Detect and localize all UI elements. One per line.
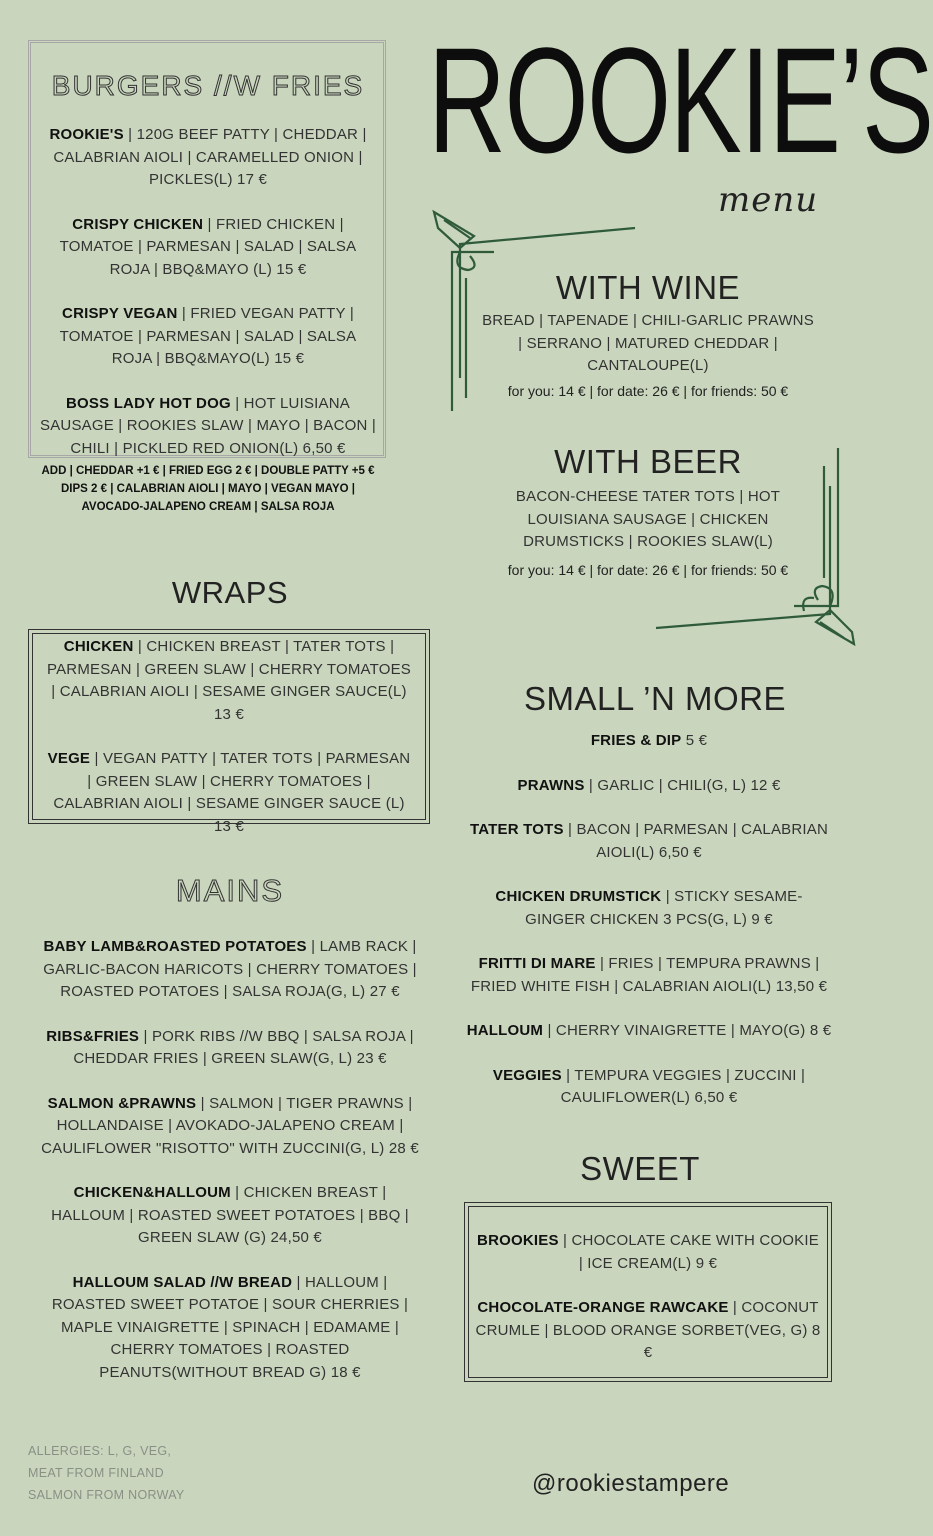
burgers-title: BURGERS //W FRIES: [51, 70, 365, 101]
main-item-desc: | HALLOUM | ROASTED SWEET POTATOE | SOUR CHERRIES | MAPLE VINAIGRETTE | SPINACH | EDAMAME | CHERRY TOMATOES | ROASTED PEANUTS(WITHOUT BREAD G) 18 €: [51, 1273, 409, 1381]
small-item: [466, 819, 832, 864]
with-wine-prices: for you: 14 € | for date: 26 € | for friends: 50 €: [507, 382, 789, 399]
footer-notes: [28, 1440, 185, 1506]
small-title: SMALL ’N MORE: [524, 680, 786, 717]
main-item: [38, 1026, 422, 1071]
burger-item: [38, 303, 378, 371]
small-item: [466, 775, 832, 798]
with-beer-section: [478, 442, 818, 581]
main-item-name: SALMON &PRAWNS: [47, 1094, 197, 1112]
small-item-name: HALLOUM: [466, 1022, 544, 1039]
burger-item-name: BOSS LADY HOT DOG: [66, 394, 231, 412]
small-item-desc: | GARLIC | CHILI(G, L) 12 €: [584, 776, 781, 794]
sweet-item: [474, 1230, 822, 1275]
small-item: [466, 1065, 832, 1110]
wrap-item-name: CHICKEN: [63, 638, 134, 655]
sweet-item-name: CHOCOLATE-ORANGE RAWCAKE: [477, 1299, 729, 1316]
burger-item-name: CRISPY VEGAN: [62, 305, 178, 322]
small-item-desc: | BACON | PARMESAN | CALABRIAN AIOLI(L) 6,50 €: [563, 821, 828, 861]
burger-item-desc: | HOT LUISIANA SAUSAGE | ROOKIES SLAW | MAYO | BACON | CHILI | PICKLED RED ONION(L) 6,50 €: [40, 394, 376, 457]
small-section: [466, 730, 832, 1110]
wrap-item: [46, 636, 412, 726]
with-beer-prices: for you: 14 € | for date: 26 € | for friends: 50 €: [507, 561, 789, 578]
brand-tagline: menu: [718, 180, 819, 220]
sweet-title: SWEET: [580, 1150, 700, 1187]
burgers-addons: ADD | CHEDDAR +1 € | FRIED EGG 2 € | DOUBLE PATTY +5 € DIPS 2 € | CALABRIAN AIOLI | MAYO | VEGAN MAYO | AVOCADO-JALAPENO CREAM | SALSA ROJA: [41, 465, 375, 513]
main-item-name: HALLOUM SALAD //W BREAD: [72, 1273, 293, 1291]
main-item-desc: | CHICKEN BREAST | HALLOUM | ROASTED SWEET POTATOES | BBQ | GREEN SLAW (G) 24,50 €: [51, 1184, 409, 1246]
small-item-name: PRAWNS: [517, 776, 585, 794]
wrap-item-desc: | VEGAN PATTY | TATER TOTS | PARMESAN | GREEN SLAW | CHERRY TOMATOES | CALABRIAN AIOLI | SESAME GINGER SAUCE (L) 13 €: [53, 750, 411, 835]
small-item-desc: 5 €: [681, 732, 708, 749]
with-beer-desc: BACON-CHEESE TATER TOTS | HOT LOUISIANA SAUSAGE | CHICKEN DRUMSTICKS | ROOKIES SLAW(L): [515, 488, 781, 550]
main-item-name: CHICKEN&HALLOUM: [73, 1184, 231, 1201]
main-item-desc: | PORK RIBS //W BBQ | SALSA ROJA | CHEDDAR FRIES | GREEN SLAW(G, L) 23 €: [73, 1027, 414, 1067]
small-item-name: CHICKEN DRUMSTICK: [495, 888, 662, 905]
sweet-item-name: BROOKIES: [477, 1232, 559, 1249]
small-item-name: VEGGIES: [492, 1066, 562, 1084]
small-item-name: FRIES & DIP: [590, 732, 682, 749]
burger-item-name: ROOKIE'S: [49, 126, 124, 143]
allergies-note: ALLERGIES: L, G, VEG,: [28, 1444, 172, 1458]
mains-title: MAINS: [175, 873, 285, 908]
with-wine-desc: BREAD | TAPENADE | CHILI-GARLIC PRAWNS | SERRANO | MATURED CHEDDAR | CANTALOUPE(L): [482, 312, 814, 374]
mains-section: [38, 936, 422, 1384]
sweet-section: [474, 1230, 822, 1365]
instagram-handle[interactable]: @rookiestampere: [532, 1470, 730, 1497]
burger-item-desc: | 120G BEEF PATTY | CHEDDAR | CALABRIAN AIOLI | CARAMELLED ONION | PICKLES(L) 17 €: [53, 126, 367, 188]
main-item-name: RIBS&FRIES: [46, 1027, 140, 1045]
main-item-name: BABY LAMB&ROASTED POTATOES: [43, 938, 307, 955]
wrap-item-name: VEGE: [47, 750, 91, 767]
meat-origin-note: MEAT FROM FINLAND: [28, 1466, 164, 1480]
small-item-desc: | CHERRY VINAIGRETTE | MAYO(G) 8 €: [543, 1022, 832, 1039]
with-beer-title: WITH BEER: [554, 443, 742, 480]
main-item-desc: | SALMON | TIGER PRAWNS | HOLLANDAISE | AVOKADO-JALAPENO CREAM | CAULIFLOWER "RISOTTO" WITH ZUCCINI(G, L) 28 €: [41, 1094, 419, 1157]
small-item-desc: | STICKY SESAME-GINGER CHICKEN 3 PCS(G, L) 9 €: [525, 888, 803, 928]
small-item: [466, 886, 832, 931]
burger-item-name: CRISPY CHICKEN: [72, 215, 204, 233]
small-item-desc: | TEMPURA VEGGIES | ZUCCINI | CAULIFLOWER(L) 6,50 €: [560, 1066, 806, 1106]
wrap-item-desc: | CHICKEN BREAST | TATER TOTS | PARMESAN | GREEN SLAW | CHERRY TOMATOES | CALABRIAN AIOLI | SESAME GINGER SAUCE(L) 13 €: [46, 638, 411, 723]
with-wine-section: [478, 268, 818, 402]
with-wine-title: WITH WINE: [555, 269, 741, 306]
burger-item: [38, 393, 378, 461]
main-item: [38, 1093, 422, 1161]
salmon-origin-note: SALMON FROM NORWAY: [28, 1488, 185, 1502]
main-item-desc: | LAMB RACK | GARLIC-BACON HARICOTS | CHERRY TOMATOES | ROASTED POTATOES | SALSA ROJA(G, L) 27 €: [43, 938, 417, 1000]
burger-item-desc: | FRIED VEGAN PATTY | TOMATOE | PARMESAN | SALAD | SALSA ROJA | BBQ&MAYO(L) 15 €: [59, 305, 357, 367]
small-item-desc: | FRIES | TEMPURA PRAWNS | FRIED WHITE FISH | CALABRIAN AIOLI(L) 13,50 €: [470, 955, 828, 995]
sweet-item-desc: | CHOCOLATE CAKE WITH COOKIE | ICE CREAM(L) 9 €: [558, 1232, 819, 1272]
burger-item-desc: | FRIED CHICKEN | TOMATOE | PARMESAN | SALAD | SALSA ROJA | BBQ&MAYO (L) 15 €: [59, 215, 357, 278]
wrap-item: [46, 748, 412, 838]
main-item: [38, 1272, 422, 1385]
burgers-section: [38, 70, 378, 516]
main-item: [38, 1182, 422, 1250]
wraps-title: WRAPS: [171, 575, 289, 610]
brand-logo: ROOKIE’S: [428, 16, 933, 184]
burger-item: [38, 124, 378, 192]
wraps-section: [46, 636, 412, 838]
small-item-name: FRITTI DI MARE: [478, 955, 596, 972]
sweet-item: [474, 1297, 822, 1365]
small-item: [466, 730, 832, 753]
small-item: [466, 953, 832, 998]
sweet-item-desc: | COCONUT CRUMLE | BLOOD ORANGE SORBET(VEG, G) 8 €: [475, 1299, 821, 1361]
burger-item: [38, 214, 378, 282]
small-item-name: TATER TOTS: [469, 821, 564, 838]
main-item: [38, 936, 422, 1004]
small-item: [466, 1020, 832, 1043]
